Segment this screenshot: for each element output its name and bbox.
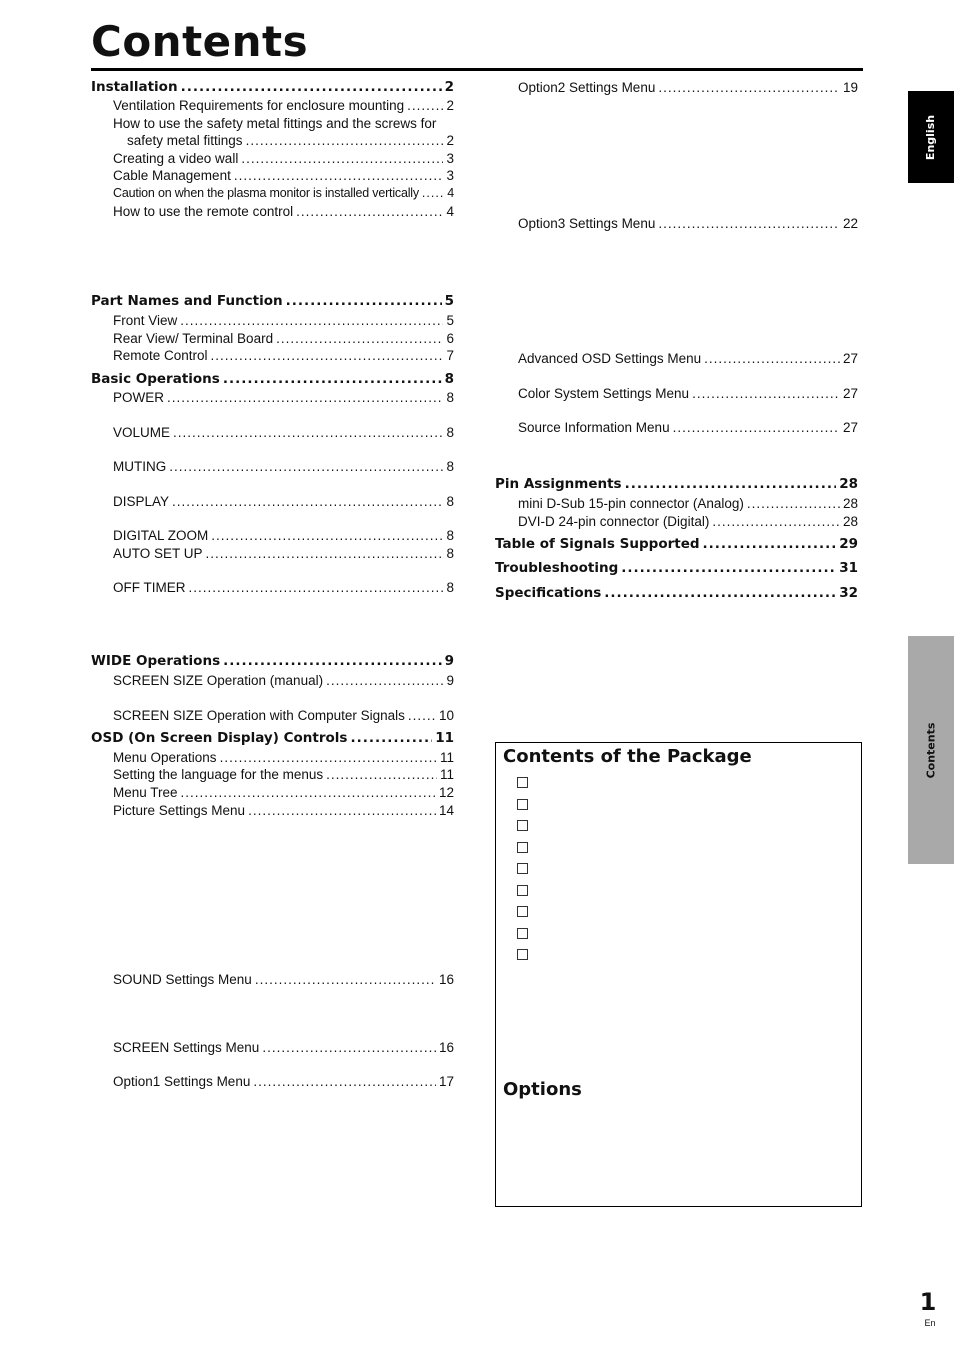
toc-entry-label: Remote Control [113,348,208,363]
toc-entry-label: Part Names and Function [91,293,283,309]
toc-dot-leader [211,347,444,364]
toc-dot-leader [658,215,840,232]
toc-page-number: 9 [444,653,454,669]
toc-page-number: 8 [446,528,454,543]
toc-entry [113,1073,454,1090]
toc-page-number: 2 [446,133,454,148]
toc-dot-leader [604,585,836,602]
toc-section-heading [91,79,454,96]
toc-entry-label: WIDE Operations [91,653,221,669]
toc-entry-label: Option1 Settings Menu [113,1074,251,1089]
toc-entry [113,493,454,510]
toc-section-heading [495,476,858,493]
toc-page-number: 8 [446,425,454,440]
toc-page-number: 14 [438,803,454,818]
toc-dot-leader [181,784,436,801]
toc-page-number: 28 [839,476,858,492]
toc-entry-label: Advanced OSD Settings Menu [518,351,702,366]
toc-entry-label: Table of Signals Supported [495,536,700,552]
toc-page-number: 19 [842,80,858,95]
checkbox-icon [517,928,528,939]
toc-entry [113,203,454,220]
toc-dot-leader [673,419,840,436]
toc-entry-label: SOUND Settings Menu [113,972,252,987]
toc-dot-leader [326,766,437,783]
checkbox-icon [517,906,528,917]
toc-entry [113,185,454,202]
toc-section-heading [495,585,858,602]
toc-entry [113,97,454,114]
toc-entry [113,115,454,132]
toc-page-number: 11 [435,730,454,746]
toc-entry-label: Picture Settings Menu [113,803,246,818]
toc-entry [518,350,858,367]
toc-entry-label: DISPLAY [113,494,170,509]
toc-dot-leader [422,185,444,202]
toc-entry-label: safety metal fittings [127,133,243,148]
toc-dot-leader [211,527,443,544]
toc-dot-leader [241,150,443,167]
toc-entry [113,150,454,167]
toc-entry [113,766,454,783]
toc-dot-leader [621,560,836,577]
toc-dot-leader [350,730,432,747]
toc-dot-leader [172,493,443,510]
toc-page-number: 16 [438,972,454,987]
toc-dot-leader [408,707,436,724]
toc-dot-leader [255,971,436,988]
toc-page-number: 8 [444,371,454,387]
toc-dot-leader [223,653,441,670]
toc-entry-label: SCREEN SIZE Operation (manual) [113,673,324,688]
toc-entry [113,458,454,475]
checkbox-icon [517,949,528,960]
toc-page-number: 11 [439,750,454,765]
toc-entry-label: Option2 Settings Menu [518,80,656,95]
toc-page-number: 3 [446,151,454,166]
toc-dot-leader [296,203,443,220]
toc-entry [113,347,454,364]
toc-section-heading [91,730,454,747]
toc-entry [113,527,454,544]
toc-dot-leader [181,79,442,96]
page-number: 1 [919,1288,937,1316]
toc-entry-label: Setting the language for the menus [113,767,324,782]
toc-dot-leader [747,495,840,512]
toc-entry-label: DVI-D 24-pin connector (Digital) [518,514,710,529]
language-tab [908,91,954,183]
toc-section-heading [91,653,454,670]
toc-page-number: 8 [446,546,454,561]
toc-dot-leader [234,167,444,184]
toc-entry [113,389,454,406]
checkbox-icon [517,885,528,896]
checkbox-icon [517,842,528,853]
toc-entry [518,419,858,436]
toc-page-number: 10 [438,708,454,723]
toc-dot-leader [625,476,837,493]
toc-page-number: 2 [444,79,454,95]
toc-entry-label: Source Information Menu [518,420,670,435]
toc-entry-label: Pin Assignments [495,476,622,492]
toc-dot-leader [173,424,443,441]
toc-entry-label: Color System Settings Menu [518,386,690,401]
checkbox-icon [517,799,528,810]
toc-entry-label: Rear View/ Terminal Board [113,331,274,346]
toc-page-number: 8 [446,494,454,509]
toc-entry-label: AUTO SET UP [113,546,203,561]
toc-entry [113,312,454,329]
toc-entry-label: Menu Tree [113,785,178,800]
page-locale: En [924,1318,936,1328]
toc-dot-leader [253,1073,436,1090]
title-rule [91,68,863,71]
toc-page-number: 27 [842,420,858,435]
toc-entry-label: Menu Operations [113,750,217,765]
toc-entry-label: Front View [113,313,178,328]
toc-page-number: 12 [438,785,454,800]
toc-page-number: 8 [446,580,454,595]
section-tab [908,636,954,864]
toc-dot-leader [703,536,837,553]
checkbox-icon [517,820,528,831]
toc-entry-label: SCREEN SIZE Operation with Computer Signals [113,708,405,723]
toc-entry-label: POWER [113,390,165,405]
toc-entry [113,784,454,801]
toc-entry [518,215,858,232]
toc-section-heading [495,560,858,577]
toc-section-heading [495,536,858,553]
toc-entry-label: OSD (On Screen Display) Controls [91,730,348,746]
toc-page-number: 6 [446,331,454,346]
toc-page-number: 8 [446,459,454,474]
toc-dot-leader [180,312,443,329]
toc-page-number: 8 [446,390,454,405]
language-tab-label: English [924,114,938,160]
checkbox-icon [517,863,528,874]
toc-page-number: 3 [446,168,454,183]
toc-entry [113,424,454,441]
toc-page-number: 2 [446,98,454,113]
toc-entry [113,749,454,766]
toc-entry-label: MUTING [113,459,167,474]
toc-dot-leader [326,672,443,689]
toc-entry-label: DIGITAL ZOOM [113,528,209,543]
toc-dot-leader [169,458,443,475]
toc-entry [113,167,454,184]
toc-entry-label: mini D-Sub 15-pin connector (Analog) [518,496,744,511]
toc-page-number: 17 [438,1074,454,1089]
toc-entry-label: SCREEN Settings Menu [113,1040,260,1055]
toc-dot-leader [286,293,442,310]
toc-entry-label: How to use the safety metal fittings and the screws for [113,116,437,131]
toc-dot-leader [167,389,443,406]
toc-page-number: 7 [446,348,454,363]
toc-entry [518,385,858,402]
toc-page-number: 4 [446,204,454,219]
package-heading: Contents of the Package [503,746,752,767]
toc-dot-leader [704,350,840,367]
toc-dot-leader [223,371,442,388]
toc-page-number: 16 [438,1040,454,1055]
package-contents-box [495,742,862,1207]
toc-entry [113,545,454,562]
toc-dot-leader [692,385,840,402]
toc-entry-label: Troubleshooting [495,560,619,576]
toc-entry-label: Option3 Settings Menu [518,216,656,231]
toc-entry [113,579,454,596]
toc-entry [113,971,454,988]
toc-entry-label: OFF TIMER [113,580,186,595]
toc-entry-label: Basic Operations [91,371,220,387]
options-heading: Options [503,1079,582,1100]
toc-page-number: 11 [439,767,454,782]
toc-dot-leader [407,97,443,114]
section-tab-label: Contents [924,722,938,778]
toc-dot-leader [262,1039,436,1056]
toc-page-number: 28 [842,496,858,511]
page-title: Contents [91,17,309,66]
toc-section-heading [91,293,454,310]
toc-entry [113,1039,454,1056]
toc-dot-leader [248,802,436,819]
toc-entry [113,330,454,347]
toc-entry [113,672,454,689]
toc-entry [113,707,454,724]
toc-entry [113,802,454,819]
toc-dot-leader [712,513,840,530]
toc-dot-leader [658,79,840,96]
toc-entry-label: Installation [91,79,178,95]
toc-entry [127,132,454,149]
toc-page-number: 5 [446,313,454,328]
toc-entry [518,495,858,512]
toc-page-number: 9 [446,673,454,688]
toc-page-number: 27 [842,351,858,366]
toc-dot-leader [220,749,437,766]
toc-page-number: 32 [839,585,858,601]
toc-page-number: 29 [839,536,858,552]
toc-page-number: 22 [842,216,858,231]
toc-dot-leader [206,545,444,562]
checkbox-icon [517,777,528,788]
toc-page-number: 28 [842,514,858,529]
toc-entry-label: Specifications [495,585,602,601]
toc-entry-label: Ventilation Requirements for enclosure mounting [113,98,405,113]
toc-entry-label: VOLUME [113,425,171,440]
toc-section-heading [91,371,454,388]
toc-page-number: 4 [447,186,454,200]
toc-dot-leader [276,330,443,347]
toc-entry-label: Caution on when the plasma monitor is installed vertically [113,186,419,200]
toc-dot-leader [189,579,444,596]
toc-entry [518,513,858,530]
toc-entry [518,79,858,96]
toc-page-number: 31 [839,560,858,576]
toc-page-number: 27 [842,386,858,401]
toc-entry-label: Creating a video wall [113,151,239,166]
toc-entry-label: How to use the remote control [113,204,294,219]
toc-page-number: 5 [444,293,454,309]
toc-dot-leader [246,132,444,149]
toc-entry-label: Cable Management [113,168,231,183]
